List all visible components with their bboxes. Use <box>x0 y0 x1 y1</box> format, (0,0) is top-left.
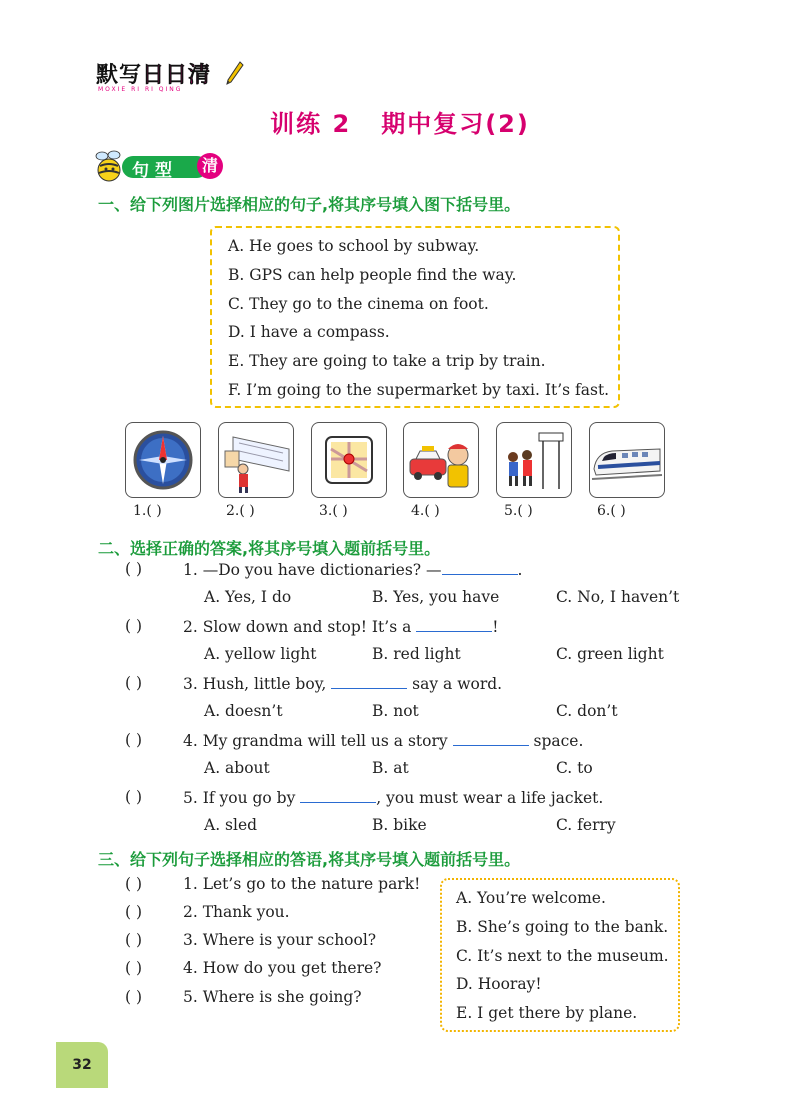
pic2-label: 2.( ) <box>226 503 255 519</box>
s2-q5-a: A. sled <box>204 816 258 834</box>
s2-q1-b: B. Yes, you have <box>372 588 500 606</box>
s2-q5-b: B. bike <box>372 816 427 834</box>
s2-q3-c: C. don’t <box>556 702 618 720</box>
s3-q2-text: 2. Thank you. <box>183 903 290 921</box>
s2-q4-paren: ( ) <box>125 731 143 749</box>
option-d: D. I have a compass. <box>228 323 390 342</box>
answer-b: B. She’s going to the bank. <box>456 917 669 936</box>
s2-q1-paren: ( ) <box>125 560 143 578</box>
answer-e: E. I get there by plane. <box>456 1004 638 1023</box>
s3-q3-text: 3. Where is your school? <box>183 931 377 949</box>
s2-q2-paren: ( ) <box>125 617 143 635</box>
title-main: 训练 2 <box>270 110 352 138</box>
page-title <box>0 104 800 139</box>
s2-q4-b: B. at <box>372 759 409 777</box>
answer-c: C. It’s next to the museum. <box>456 946 669 965</box>
brand-logo <box>96 58 211 89</box>
s2-q4-a: A. about <box>204 759 270 777</box>
s2-q5-text: 5. If you go by , you must wear a life jacket. <box>183 789 604 807</box>
s3-q4-text: 4. How do you get there? <box>183 959 382 977</box>
s2-q3-paren: ( ) <box>125 674 143 692</box>
s3-q4-paren: ( ) <box>125 959 143 977</box>
answer-blank <box>331 674 407 689</box>
section1-options <box>228 232 609 405</box>
answer-blank <box>416 617 492 632</box>
answer-blank <box>442 560 518 575</box>
badge-qing-circle: 清 <box>197 153 223 179</box>
s2-q2-c: C. green light <box>556 645 664 663</box>
pic6-label: 6.( ) <box>597 503 626 519</box>
s2-q4-text: 4. My grandma will tell us a story space. <box>183 732 584 750</box>
answer-d: D. Hooray! <box>456 975 542 994</box>
page-number: 32 <box>56 1042 108 1088</box>
s2-q3-b: B. not <box>372 702 419 720</box>
option-f: F. I’m going to the supermarket by taxi. It’s fast. <box>228 380 610 399</box>
brand-subtitle: MOXIE RI RI QING <box>98 86 183 93</box>
s3-q5-text: 5. Where is she going? <box>183 988 362 1006</box>
s2-q1-c: C. No, I haven’t <box>556 588 680 606</box>
answer-a: A. You’re welcome. <box>456 889 606 907</box>
answer-blank <box>300 788 376 803</box>
s2-q1-a: A. Yes, I do <box>204 588 292 606</box>
s3-q1-paren: ( ) <box>125 875 143 893</box>
s3-q3-paren: ( ) <box>125 931 143 949</box>
taxi-icon <box>403 422 479 498</box>
gps-map-icon <box>311 422 387 498</box>
s3-q5-paren: ( ) <box>125 988 143 1006</box>
option-e: E. They are going to take a trip by train. <box>228 352 546 371</box>
s2-q3-text: 3. Hush, little boy, say a word. <box>183 675 503 693</box>
s2-q5-paren: ( ) <box>125 788 143 806</box>
train-icon <box>589 422 665 498</box>
option-c: C. They go to the cinema on foot. <box>228 294 489 313</box>
option-a: A. He goes to school by subway. <box>228 237 480 255</box>
compass-icon <box>125 422 201 498</box>
pen-icon <box>226 60 244 86</box>
s2-q1-text: 1. —Do you have dictionaries? — . <box>183 561 523 579</box>
s2-q4-c: C. to <box>556 759 593 777</box>
brand-highlight-text: 日日清 <box>142 63 212 88</box>
section1-heading: 一、给下列图片选择相应的句子,将其序号填入图下括号里。 <box>98 195 521 214</box>
pic5-label: 5.( ) <box>504 503 533 519</box>
s2-q2-b: B. red light <box>372 645 461 663</box>
title-sub: 期中复习(2) <box>381 110 530 138</box>
gps-subway-icon <box>218 422 294 498</box>
walking-cinema-icon <box>496 422 572 498</box>
option-b: B. GPS can help people find the way. <box>228 265 517 284</box>
s2-q5-c: C. ferry <box>556 816 616 834</box>
s3-q1-text: 1. Let’s go to the nature park! <box>183 875 421 893</box>
answer-blank <box>453 731 529 746</box>
pic4-label: 4.( ) <box>411 503 440 519</box>
s3-q2-paren: ( ) <box>125 903 143 921</box>
pic1-label: 1.( ) <box>133 503 162 519</box>
pic3-label: 3.( ) <box>319 503 348 519</box>
brand-black-text: 默写 <box>96 63 143 88</box>
s2-q2-a: A. yellow light <box>204 645 317 663</box>
section2-heading: 二、选择正确的答案,将其序号填入题前括号里。 <box>98 539 441 558</box>
s2-q2-text: 2. Slow down and stop! It’s a ! <box>183 618 499 636</box>
section3-heading: 三、给下列句子选择相应的答语,将其序号填入题前括号里。 <box>98 850 521 869</box>
badge-text: 句型 <box>132 161 178 181</box>
section3-answers <box>456 884 669 1028</box>
s2-q3-a: A. doesn’t <box>204 702 283 720</box>
